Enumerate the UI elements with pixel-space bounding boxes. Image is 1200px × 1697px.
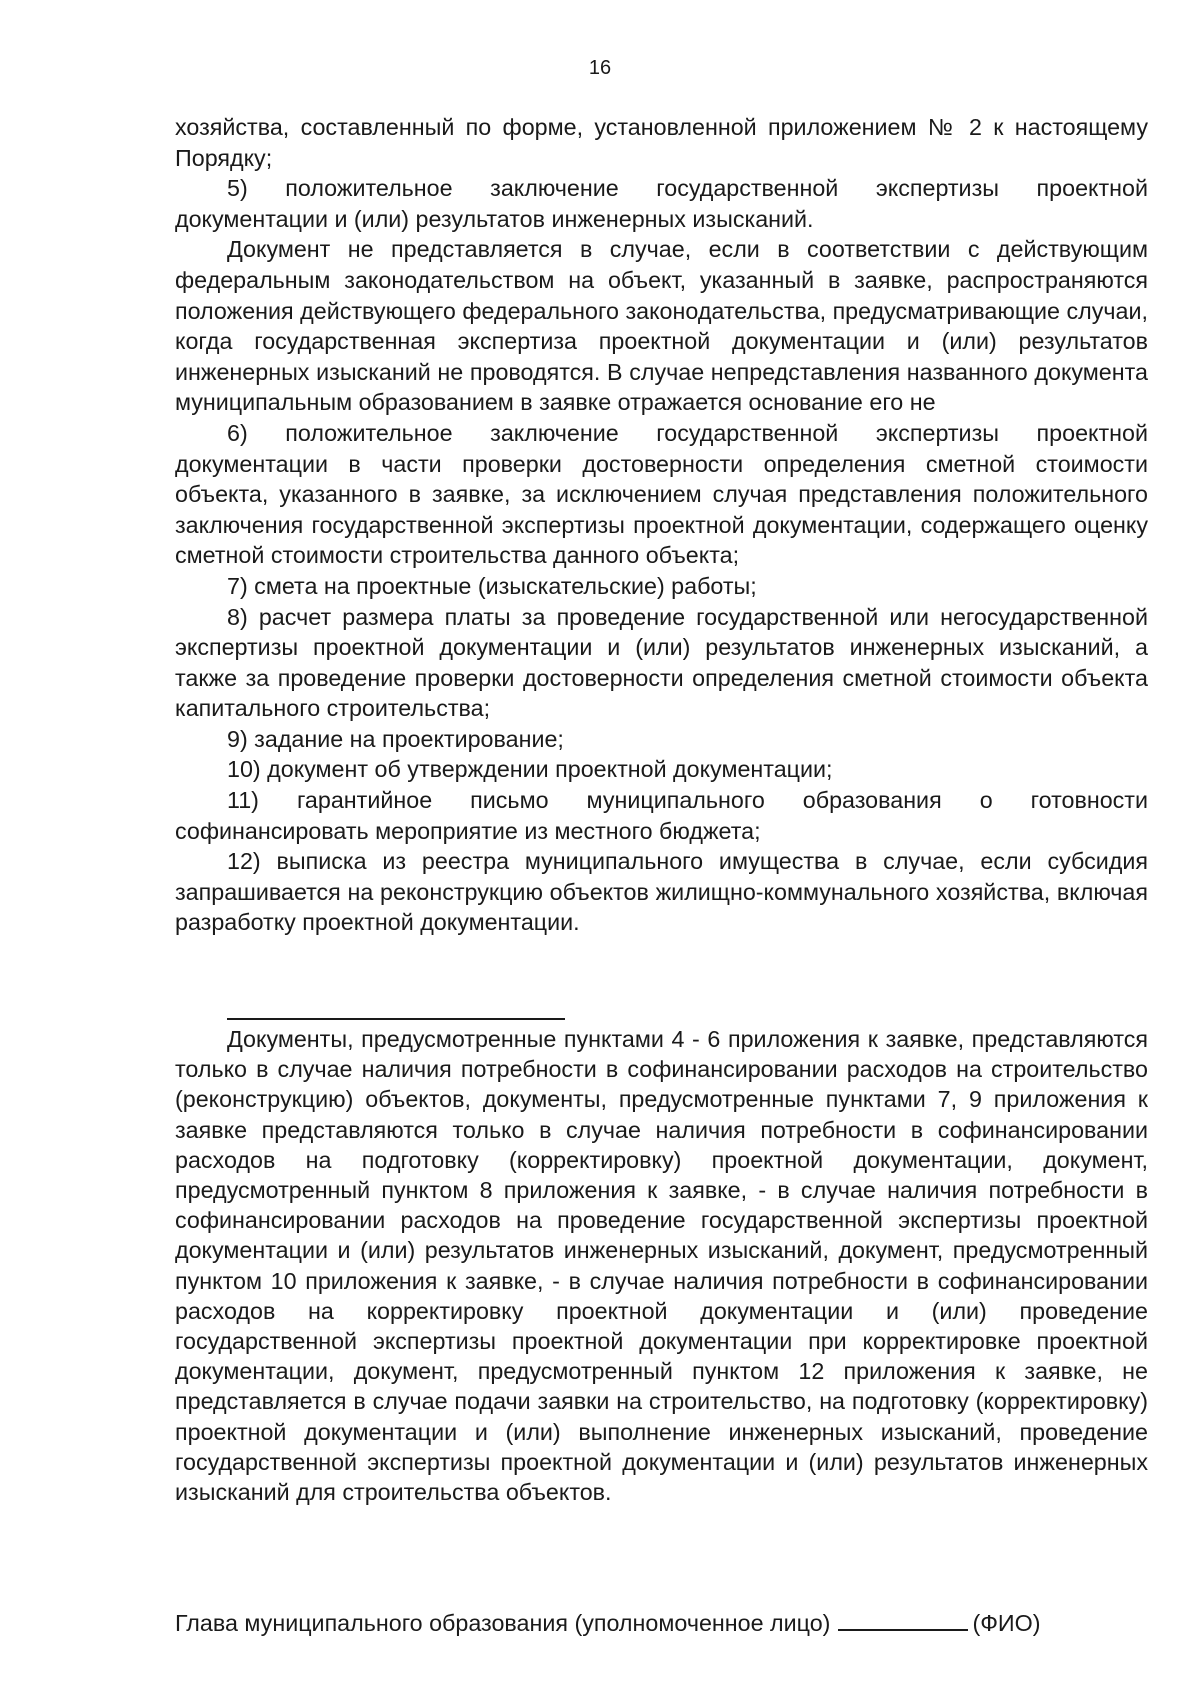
footnote-divider <box>227 1018 565 1020</box>
list-item-7: 7) смета на проектные (изыскательские) работы; <box>227 572 757 599</box>
list-item-11: 11) гарантийное письмо муниципального образования о готовности софинансировать мероприятие из местного бюджета; <box>175 787 1148 844</box>
list-item-9: 9) задание на проектирование; <box>227 725 564 752</box>
list-item-6: 6) положительное заключение государственной экспертизы проектной документации в части проверки достоверности определения сметной стоимости объекта, указанного в заявке, за исключением случая представления положительного заключения государственной экспертизы проектной документации, содержащего оценку сметной стоимости строительства данного объекта; <box>175 419 1148 569</box>
body-text <box>175 112 1148 938</box>
list-item-5: 5) положительное заключение государственной экспертизы проектной документации и (или) результатов инженерных изысканий. <box>175 175 1148 232</box>
footnote-text: Документы, предусмотренные пунктами 4 - 6 приложения к заявке, представляются только в случае наличия потребности в софинансировании расходов на строительство (реконструкцию) объектов, документы, предусмотренные пунктами 7, 9 приложения к заявке представляются только в случае наличия потребности в софинансировании расходов на подготовку (корректировку) проектной документации, документ, предусмотренный пунктом 8 приложения к заявке, - в случае наличия потребности в софинансировании расходов на проведение государственной экспертизы проектной документации и (или) результатов инженерных изысканий, документ, предусмотренный пунктом 10 приложения к заявке, - в случае наличия потребности в софинансировании расходов на корректировку проектной документации и (или) проведение государственной экспертизы проектной документации при корректировке проектной документации, документ, предусмотренный пунктом 12 приложения к заявке, не представляется в случае подачи заявки на строительство, на подготовку (корректировку) проектной документации и (или) выполнение инженерных изысканий, проведение государственной экспертизы проектной документации и (или) результатов инженерных изысканий для строительства объектов. <box>175 1026 1148 1506</box>
footnote <box>175 1024 1148 1507</box>
paragraph-note: Документ не представляется в случае, если в соответствии с действующим федеральным законодательством на объект, указанный в заявке, распространяются положения действующего федерального законодательства, предусматривающие случаи, когда государственная экспертиза проектной документации и (или) результатов инженерных изысканий не проводятся. В случае непредставления названного документа муниципальным образованием в заявке отражается основание его не <box>175 236 1148 416</box>
page-number: 16 <box>588 57 612 79</box>
list-item-12: 12) выписка из реестра муниципального имущества в случае, если субсидия запрашивается на реконструкцию объектов жилищно-коммунального хозяйства, включая разработку проектной документации. <box>175 848 1148 936</box>
paragraph-continuation: хозяйства, составленный по форме, установленной приложением № 2 к настоящему Порядку; <box>175 114 1148 171</box>
signature-fio: (ФИО) <box>972 1610 1041 1636</box>
signature-label: Глава муниципального образования (уполномоченное лицо) <box>175 1610 831 1636</box>
list-item-8: 8) расчет размера платы за проведение государственной или негосударственной экспертизы проектной документации и (или) результатов инженерных изысканий, а также за проведение проверки достоверности определения сметной стоимости объекта капитального строительства; <box>175 603 1148 722</box>
signature-line <box>838 1607 968 1631</box>
signature-block <box>175 1607 1148 1638</box>
list-item-10: 10) документ об утверждении проектной документации; <box>227 756 833 783</box>
